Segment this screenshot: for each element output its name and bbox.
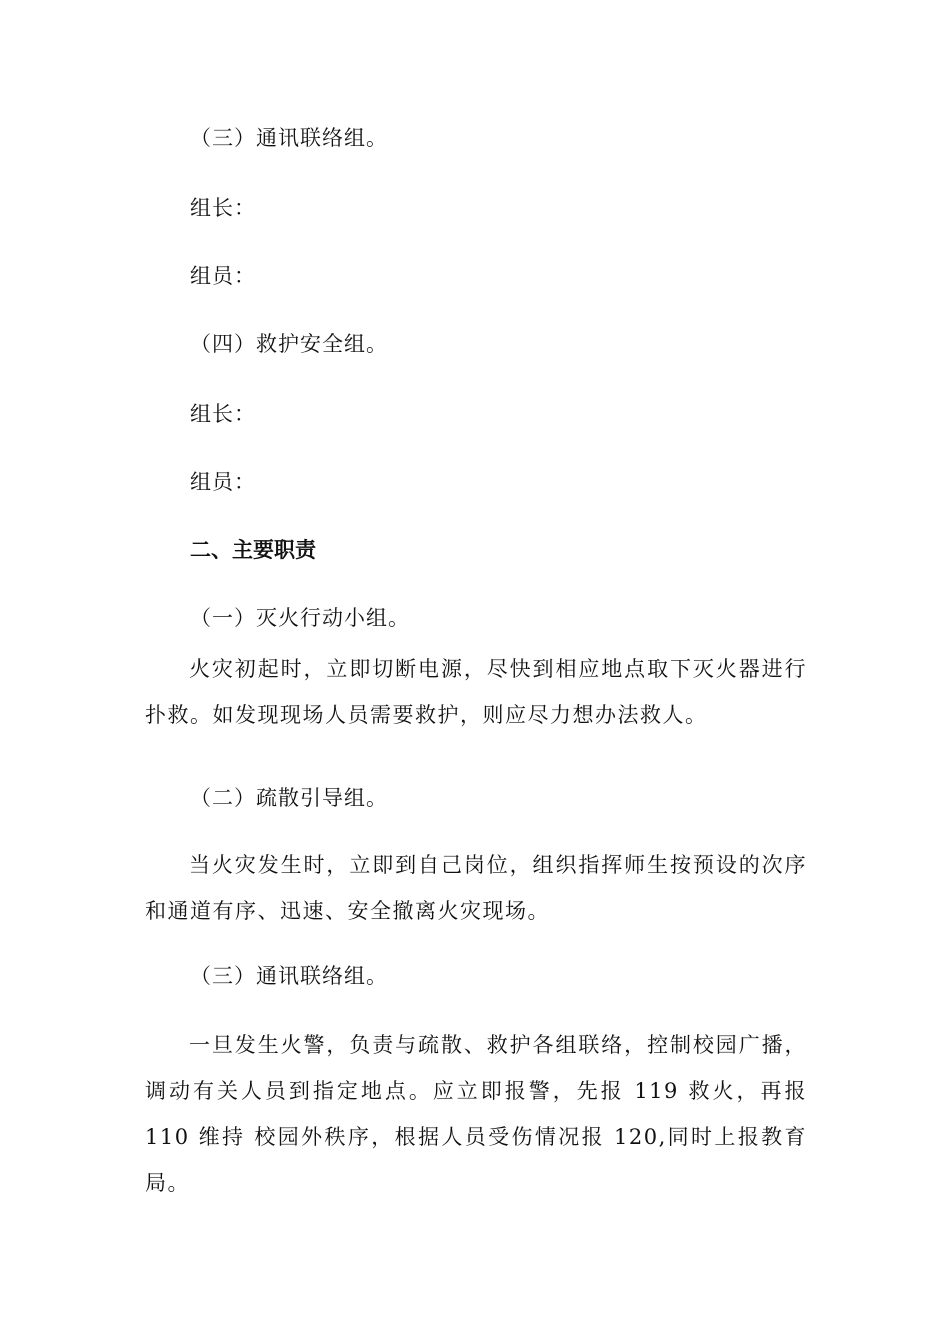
paragraph-firefighting: 火灾初起时，立即切断电源，尽快到相应地点取下灭火器进行扑救。如发现现场人员需要救护，则应尽力想办法救人。 xyxy=(145,657,807,727)
paragraph-evacuation: 当火灾发生时，立即到自己岗位，组织指挥师生按预设的次序和通道有序、迅速、安全撤离火灾现场。 xyxy=(145,853,807,923)
paragraph-communication: 一旦发生火警，负责与疏散、救护各组联络，控制校园广播，调动有关人员到指定地点。应立即报警，先报 119 救火，再报 110 维持 校园外秩序，根据人员受伤情况报 120,同时上报教育局。 xyxy=(145,1033,807,1195)
member-label: 组员： xyxy=(190,264,256,288)
leader-label: 组长： xyxy=(190,196,256,220)
member-label: 组员： xyxy=(190,470,256,494)
subsection-title-communication-duty: （三）通讯联络组。 xyxy=(190,964,388,988)
subsection-title-rescue: （四）救护安全组。 xyxy=(190,332,388,356)
leader-label: 组长： xyxy=(190,402,256,426)
subsection-title-evacuation: （二）疏散引导组。 xyxy=(190,786,388,810)
subsection-title-communication: （三）通讯联络组。 xyxy=(190,126,388,150)
subsection-title-firefighting: （一）灭火行动小组。 xyxy=(190,606,410,630)
section-heading-duties: 二、主要职责 xyxy=(190,538,316,562)
